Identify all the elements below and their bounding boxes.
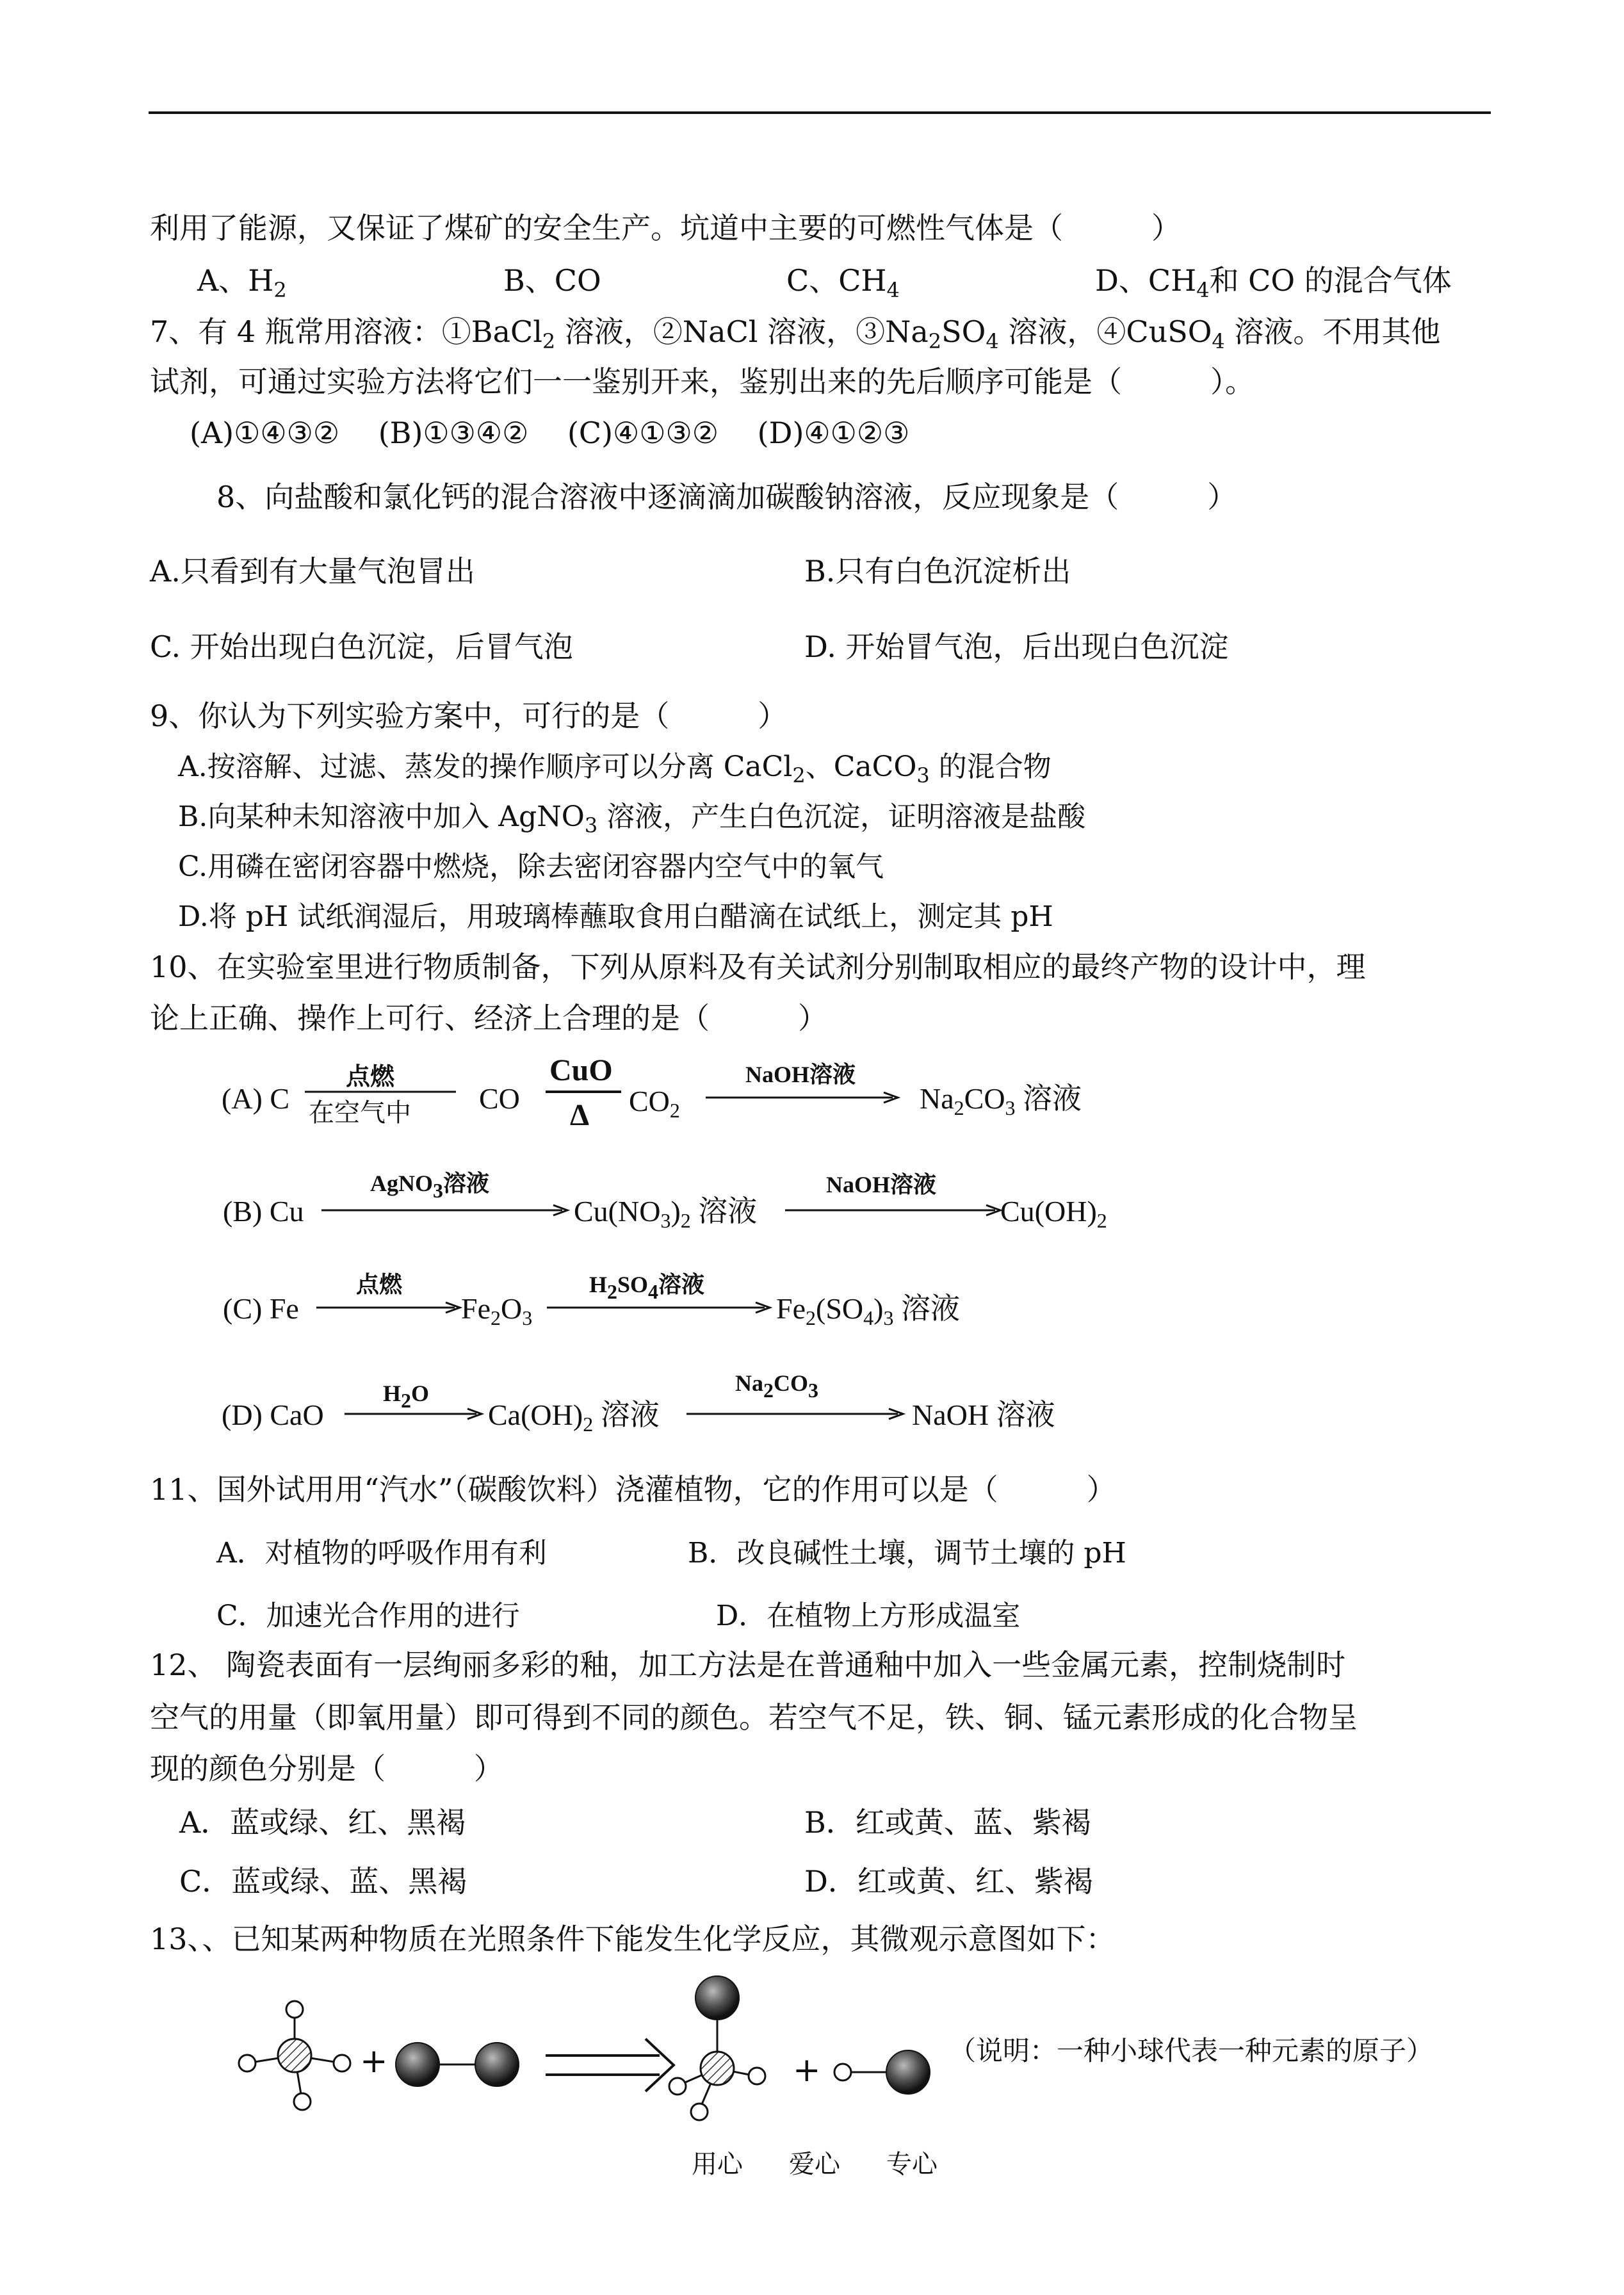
q9-option-b[interactable]: B.向某种未知溶液中加入 AgNO$_3$ 溶液，产生白色沉淀，证明溶液是盐酸 xyxy=(178,800,1086,838)
product-molecule-1 xyxy=(669,1976,765,2120)
svg-text:+: + xyxy=(793,2051,821,2089)
q9-option-a[interactable]: A.按溶解、过滤、蒸发的操作顺序可以分离 CaCl$_2$、CaCO$_3$ 的混合物 xyxy=(178,750,1052,788)
q11-option-b[interactable]: B．改良碱性土壤，调节土壤的 pH xyxy=(688,1537,1126,1569)
header-rule xyxy=(149,111,1491,114)
footer-text-3: 专心 xyxy=(886,2150,938,2179)
q9-option-d[interactable]: D.将 pH 试纸润湿后，用玻璃棒蘸取食用白醋滴在试纸上，测定其 pH xyxy=(178,900,1053,933)
q12-stem-line1: 12、 陶瓷表面有一层绚丽多彩的釉，加工方法是在普通釉中加入一些金属元素，控制烧制时 xyxy=(150,1648,1346,1682)
q9-stem: 9、你认为下列实验方案中，可行的是（ ） xyxy=(150,699,788,733)
q9-option-c[interactable]: C.用磷在密闭容器中燃烧，除去密闭容器内空气中的氧气 xyxy=(178,850,884,883)
q12-stem-line3: 现的颜色分别是（ ） xyxy=(150,1751,503,1786)
q6-option-a[interactable]: A、$H_2$ xyxy=(197,263,287,302)
reaction-arrow-icon xyxy=(546,2039,674,2091)
q11-option-c[interactable]: C．加速光合作用的进行 xyxy=(216,1600,520,1632)
svg-text:+: + xyxy=(360,2042,388,2080)
q11-option-d[interactable]: D．在植物上方形成温室 xyxy=(716,1600,1021,1632)
q7-stem-line2: 试剂，可通过实验方法将它们一一鉴别开来，鉴别出来的先后顺序可能是（ ）。 xyxy=(150,364,1255,399)
q13-stem: 13、、已知某两种物质在光照条件下能发生化学反应，其微观示意图如下： xyxy=(150,1922,1116,1956)
q7-stem-line1: 7、有 4 瓶常用溶液：①BaCl$_2$ 溶液，②NaCl 溶液，$③Na_2SO_4$ 溶液，④CuSO$_4$ 溶液。不用其他 xyxy=(150,314,1441,353)
q8-option-c[interactable]: C. 开始出现白色沉淀，后冒气泡 xyxy=(150,629,573,664)
reactant-molecule-2 xyxy=(396,2043,519,2086)
q8-option-b[interactable]: B.只有白色沉淀析出 xyxy=(804,554,1071,588)
q6-option-d[interactable]: D、$CH_4$和 CO 的混合气体 xyxy=(1095,263,1452,302)
q6-option-c[interactable]: C、$CH_4$ xyxy=(786,263,900,302)
product-molecule-2 xyxy=(834,2050,930,2094)
footer-text-1: 用心 xyxy=(692,2150,743,2179)
q10-stem-line1: 10、在实验室里进行物质制备，下列从原料及有关试剂分别制取相应的最终产物的设计中，理 xyxy=(150,950,1366,984)
q8-option-d[interactable]: D. 开始冒气泡，后出现白色沉淀 xyxy=(804,629,1229,664)
q12-option-a[interactable]: A．蓝或绿、红、黑褐 xyxy=(179,1805,466,1840)
q12-option-d[interactable]: D．红或黄、红、紫褐 xyxy=(804,1864,1093,1899)
footer-text-2: 爱心 xyxy=(789,2150,840,2179)
q8-option-a[interactable]: A.只看到有大量气泡冒出 xyxy=(150,554,475,588)
q13-molecule-diagram xyxy=(218,1972,986,2126)
q10-stem-line2: 论上正确、操作上可行、经济上合理的是（ ） xyxy=(150,1001,827,1035)
q12-option-c[interactable]: C．蓝或绿、蓝、黑褐 xyxy=(179,1864,467,1899)
q11-option-a[interactable]: A．对植物的呼吸作用有利 xyxy=(216,1537,547,1569)
q11-stem: 11、国外试用用“汽水”（碳酸饮料）浇灌植物，它的作用可以是（ ） xyxy=(150,1472,1116,1507)
reactant-molecule-1 xyxy=(239,2001,350,2110)
q6-option-b[interactable]: B、CO xyxy=(503,263,601,298)
q13-note: （说明：一种小球代表一种元素的原子） xyxy=(949,2035,1434,2066)
q12-stem-line2: 空气的用量（即氧用量）即可得到不同的颜色。若空气不足，铁、铜、锰元素形成的化合物呈 xyxy=(150,1700,1358,1735)
q12-option-b[interactable]: B．红或黄、蓝、紫褐 xyxy=(804,1805,1091,1840)
q7-options[interactable]: (A)①④③② (B)①③④② (C)④①③② (D)④①②③ xyxy=(190,416,910,450)
q6-stem: 利用了能源，又保证了煤矿的安全生产。坑道中主要的可燃性气体是（ ） xyxy=(150,211,1181,245)
q8-stem: 8、向盐酸和氯化钙的混合溶液中逐滴滴加碳酸钠溶液，反应现象是（ ） xyxy=(216,480,1237,514)
